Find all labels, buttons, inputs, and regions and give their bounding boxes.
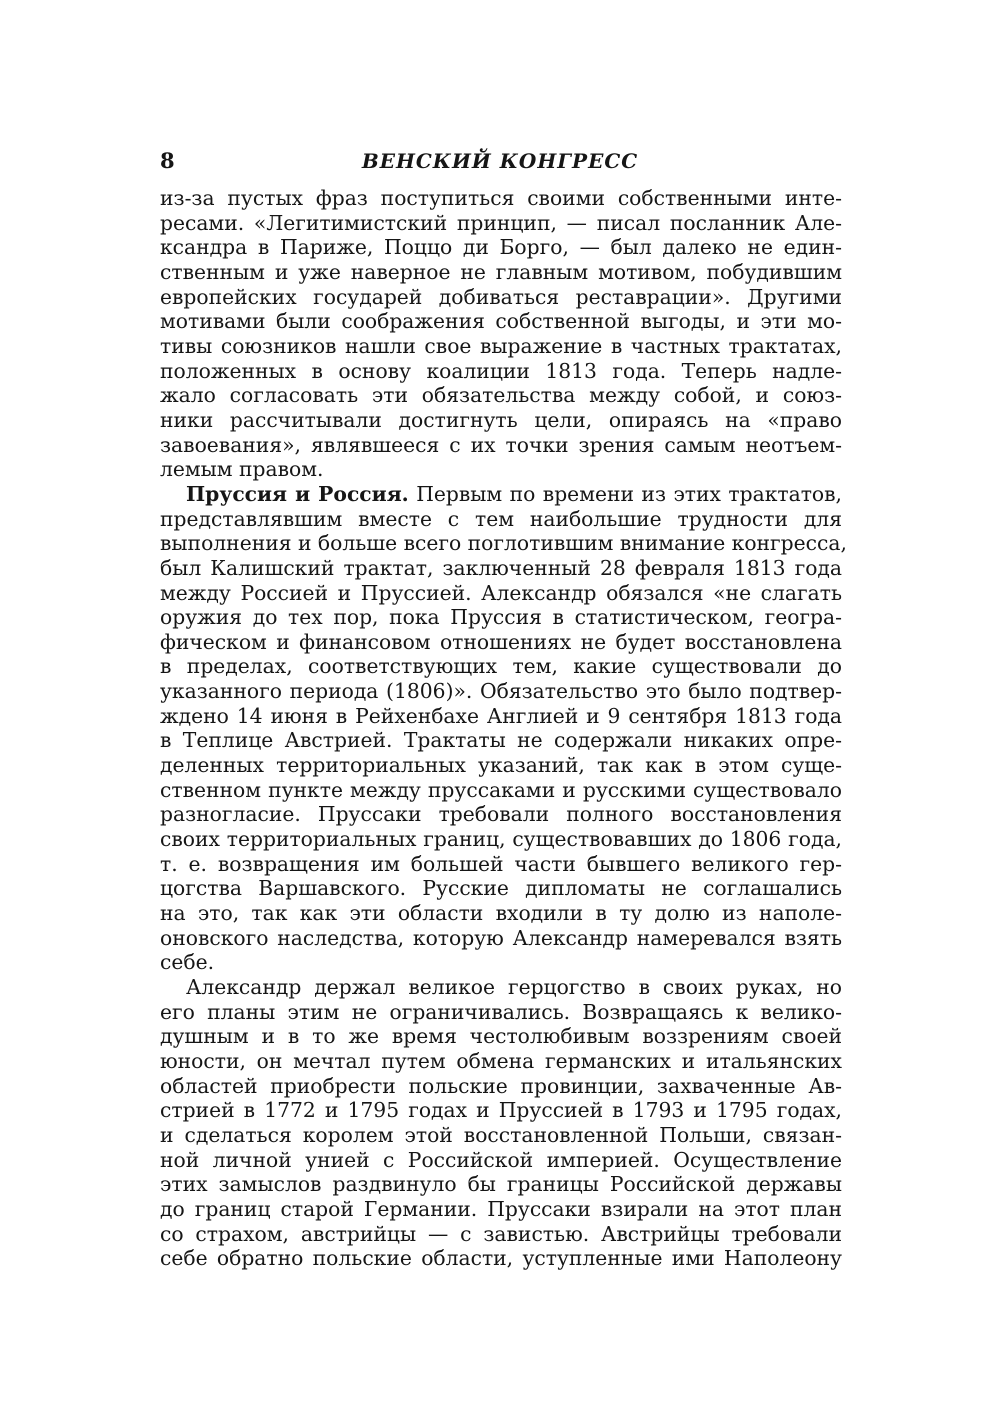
text-line <box>160 704 842 729</box>
text-line <box>160 975 842 1000</box>
line-text: ждено 14 июня в Рейхенбахе Англией и 9 сентября 1813 года <box>160 703 842 728</box>
text-line <box>160 457 842 482</box>
text-line <box>160 433 842 458</box>
line-text: мотивами были соображения собственной выгоды, и эти мо- <box>160 309 842 334</box>
text-line <box>160 383 842 408</box>
line-text: оновского наследства, которую Александр намеревался взять <box>160 925 842 950</box>
text-line <box>160 753 842 778</box>
line-text: представлявшим вместе с тем наибольшие трудности для <box>160 506 842 531</box>
line-text: ксандра в Париже, Поццо ди Борго, — был далеко не един- <box>160 235 842 260</box>
text-line <box>160 507 842 532</box>
text-line <box>160 186 842 211</box>
text-line <box>160 901 842 926</box>
text-line <box>160 334 842 359</box>
line-text: разногласие. Пруссаки требовали полного восстановления <box>160 802 842 827</box>
line-text: этих замыслов раздвинуло бы границы Российской державы <box>160 1172 842 1197</box>
text-line <box>160 1197 842 1222</box>
line-text: до границ старой Германии. Пруссаки взирали на этот план <box>160 1196 842 1221</box>
line-text: себе. <box>160 950 215 975</box>
line-text: деленных территориальных указаний, так как в этом суще- <box>160 753 842 778</box>
text-line <box>160 359 842 384</box>
section-heading: Пруссия и Россия. <box>186 481 409 506</box>
paragraph <box>160 481 847 975</box>
line-text: указанного периода (1806)». Обязательство это было подтвер- <box>160 679 842 704</box>
text-line <box>160 1172 842 1197</box>
paragraph <box>160 975 842 1271</box>
line-text: завоевания», являвшееся с их точки зрения самым неотъем- <box>160 432 842 457</box>
line-text: юности, он мечтал путем обмена германских и итальянских <box>160 1048 842 1073</box>
line-text: из-за пустых фраз поступиться своими собственными инте- <box>160 186 842 210</box>
line-text: жало согласовать эти обязательства между собой, и союз- <box>160 383 842 408</box>
body-text <box>160 186 847 1271</box>
line-text: своих территориальных границ, существовавших до 1806 года, <box>160 827 842 852</box>
line-text: тивы союзников нашли свое выражение в частных трактатах, <box>160 333 842 358</box>
text-line <box>160 876 842 901</box>
line-text: областей приобрести польские провинции, захваченные Ав- <box>160 1073 842 1098</box>
text-line <box>160 950 842 975</box>
line-text: положенных в основу коалиции 1813 года. Теперь надле- <box>160 358 842 383</box>
line-text: был Калишский трактат, заключенный 28 февраля 1813 года <box>160 555 842 580</box>
line-text: выполнения и больше всего поглотившим внимание конгресса, <box>160 531 847 556</box>
text-line <box>160 605 842 630</box>
text-line <box>160 531 847 556</box>
text-line <box>160 679 842 704</box>
line-text: ственным и уже наверное не главным мотивом, побудившим <box>160 259 842 284</box>
line-text: его планы этим не ограничивались. Возвращаясь к велико- <box>160 999 842 1024</box>
line-text: со страхом, австрийцы — с завистью. Австрийцы требовали <box>160 1221 842 1246</box>
text-line <box>160 1098 842 1123</box>
text-line <box>160 482 842 507</box>
line-text: стрией в 1772 и 1795 годах и Пруссией в 1793 и 1795 годах, <box>160 1098 842 1123</box>
text-line <box>160 1246 842 1271</box>
text-line <box>160 654 842 679</box>
text-line <box>160 1024 842 1049</box>
page-header <box>160 146 840 176</box>
line-text: ники рассчитывали достигнуть цели, опираясь на «право <box>160 407 842 432</box>
line-text: на это, так как эти области входили в ту долю из наполе- <box>160 901 842 926</box>
line-text: ной личной унией с Российской империей. Осуществление <box>160 1147 842 1172</box>
page-number: 8 <box>160 148 175 173</box>
text-line <box>160 827 842 852</box>
text-line <box>160 285 842 310</box>
running-title: ВЕНСКИЙ КОНГРЕСС <box>361 149 639 173</box>
line-text: европейских государей добиваться реставрации». Другими <box>160 284 842 309</box>
text-line <box>160 802 842 827</box>
text-line <box>160 581 842 606</box>
line-text: оружия до тех пор, пока Пруссия в статистическом, геогра- <box>160 605 842 630</box>
text-line <box>160 778 842 803</box>
line-text: т. е. возвращения им большей части бывшего великого гер- <box>160 851 842 876</box>
text-line <box>160 630 842 655</box>
text-line <box>160 309 842 334</box>
line-text: ственном пункте между пруссаками и русскими существовало <box>160 777 842 802</box>
line-text: ресами. «Легитимистский принцип, — писал посланник Але- <box>160 210 842 235</box>
text-line <box>160 1074 842 1099</box>
text-line <box>160 235 842 260</box>
line-text: фическом и финансовом отношениях не будет восстановлена <box>160 629 842 654</box>
line-text: и сделаться королем этой восстановленной Польши, связан- <box>160 1122 842 1147</box>
line-text: себе обратно польские области, уступленные ими Наполеону <box>160 1246 842 1271</box>
line-text: в Теплице Австрией. Трактаты не содержали никаких опре- <box>160 728 842 753</box>
text-line <box>160 1049 842 1074</box>
line-text: цогства Варшавского. Русские дипломаты не соглашались <box>160 876 842 901</box>
text-line <box>160 926 842 951</box>
text-line <box>160 852 842 877</box>
paragraph <box>160 186 842 482</box>
line-text: между Россией и Пруссией. Александр обязался «не слагать <box>160 580 842 605</box>
text-line <box>160 1123 842 1148</box>
text-line <box>160 260 842 285</box>
line-text: Александр держал великое герцогство в своих руках, но <box>186 975 842 999</box>
text-line <box>160 728 842 753</box>
text-line <box>160 1000 842 1025</box>
text-line <box>160 556 842 581</box>
line-text: лемым правом. <box>160 457 324 482</box>
line-text: Первым по времени из этих трактатов, <box>416 481 842 506</box>
text-line <box>160 408 842 433</box>
text-line <box>160 1222 842 1247</box>
text-line <box>160 1148 842 1173</box>
text-line <box>160 211 842 236</box>
line-text: в пределах, соответствующих тем, какие существовали до <box>160 654 842 679</box>
line-text: душным и в то же время честолюбивым воззрениям своей <box>160 1024 842 1049</box>
